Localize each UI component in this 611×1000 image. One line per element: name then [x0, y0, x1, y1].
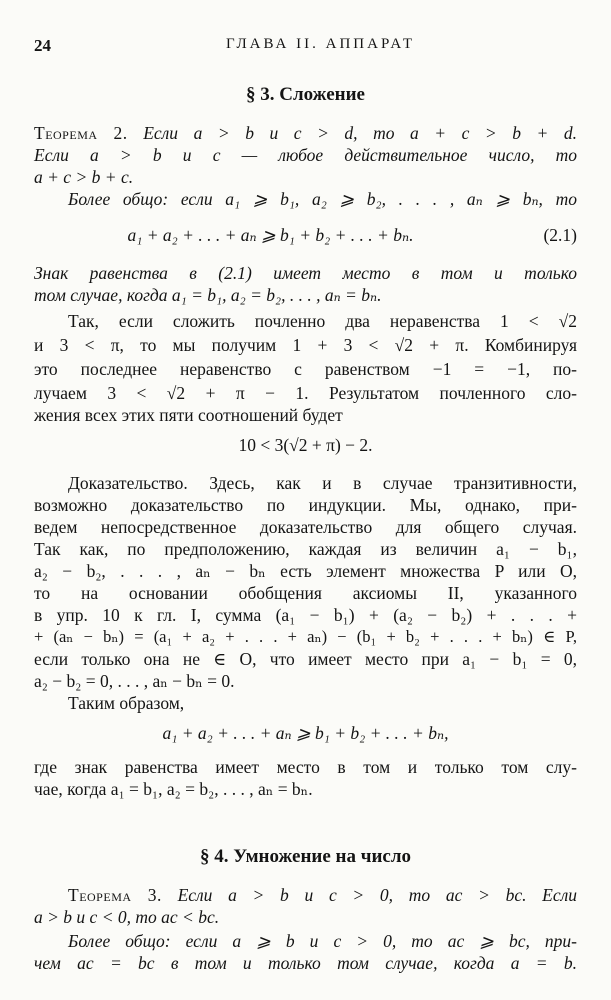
theorem-3-line-1 [34, 884, 577, 906]
equality-line-1: Знак равенства в (2.1) имеет место в том и только [34, 263, 577, 283]
proof-line-4: Так как, по предположению, каждая из величин a₁ − b₁, [34, 539, 577, 559]
theorem-3-statement: Если a > b и c > 0, то ac > bc. Если [177, 885, 578, 905]
proof-line-10: a₂ − b₂ = 0, . . . , aₙ − bₙ = 0. [34, 671, 235, 691]
proof-line-2: возможно доказательство по индукции. Мы, однако, при- [34, 495, 577, 515]
proof-line-11: Таким образом, [68, 693, 185, 713]
proof-line-7: в упр. 10 к гл. I, сумма (a₁ − b₁) + (a₂ − b₂) + . . . + [34, 605, 577, 625]
running-head: ГЛАВА II. АППАРАТ [225, 36, 416, 52]
proof-line-9: если только она не ∈ O, что имеет место при a₁ − b₁ = 0, [34, 649, 577, 669]
proof-line-6: то на основании обобщения аксиомы II, указанного [34, 583, 577, 603]
proof-line-13: чае, когда a₁ = b₁, a₂ = b₂, . . . , aₙ = bₙ. [34, 779, 313, 799]
proof-line-8: + (aₙ − bₙ) = (a₁ + a₂ + . . . + aₙ) − (b₁ + b₂ + . . . + bₙ) ∈ P, [34, 627, 577, 646]
example-line-4: лучаем 3 < √2 + π − 1. Результатом почленного сло- [34, 383, 577, 403]
example-line-3: это последнее неравенство с равенством −1 = −1, по- [34, 359, 577, 379]
page-header [34, 36, 577, 56]
example-line-1: Так, если сложить почленно два неравенства 1 < √2 [68, 311, 577, 331]
proof-formula: a₁ + a₂ + . . . + aₙ ⩾ b₁ + b₂ + . . . + bₙ, [162, 723, 449, 743]
theorem-3-label: Теорема 3. [68, 885, 162, 905]
formula-2-1-number: (2.1) [543, 225, 577, 245]
formula-2-1: a₁ + a₂ + . . . + aₙ ⩾ b₁ + b₂ + . . . + bₙ. [127, 225, 414, 245]
theorem-2-line-2: Если a > b и c — любое действительное число, то [34, 145, 577, 165]
formula-2-1-line [34, 224, 577, 246]
example-formula: 10 < 3(√2 + π) − 2. [238, 435, 373, 455]
section-3-title: § 3. Сложение [246, 84, 365, 105]
proof-line-12: где знак равенства имеет место в том и только том слу- [34, 757, 577, 777]
theorem-3-general-line-2: чем ac = bc в том и только том случае, когда a = b. [34, 953, 577, 973]
equality-line-2: том случае, когда a₁ = b₁, a₂ = b₂, . . . , aₙ = bₙ. [34, 285, 382, 305]
section-4-title: § 4. Умножение на число [199, 846, 412, 867]
proof-line-5: a₂ − b₂, . . . , aₙ − bₙ есть элемент множества P или O, [34, 561, 577, 581]
page-number: 24 [34, 36, 51, 55]
example-line-2: и 3 < π, то мы получим 1 + 3 < √2 + π. Комбинируя [34, 335, 577, 355]
theorem-2-statement: Если a > b и c > d, то a + c > b + d. [143, 123, 577, 143]
theorem-2-label: Теорема 2. [34, 123, 128, 143]
theorem-3-line-2: a > b и c < 0, то ac < bc. [34, 907, 220, 927]
theorem-2-general: Более общо: если a₁ ⩾ b₁, a₂ ⩾ b₂, . . . , aₙ ⩾ bₙ, то [68, 189, 577, 209]
proof-line-1: Доказательство. Здесь, как и в случае транзитивности, [68, 473, 577, 493]
proof-line-3: ведем непосредственное доказательство для общего случая. [34, 517, 577, 537]
theorem-3-general-line-1: Более общо: если a ⩾ b и c > 0, то ac ⩾ bc, при- [68, 931, 577, 951]
theorem-2-line-3: a + c > b + c. [34, 167, 134, 187]
example-line-5: жения всех этих пяти соотношений будет [34, 405, 343, 425]
theorem-2-line-1 [34, 122, 577, 144]
